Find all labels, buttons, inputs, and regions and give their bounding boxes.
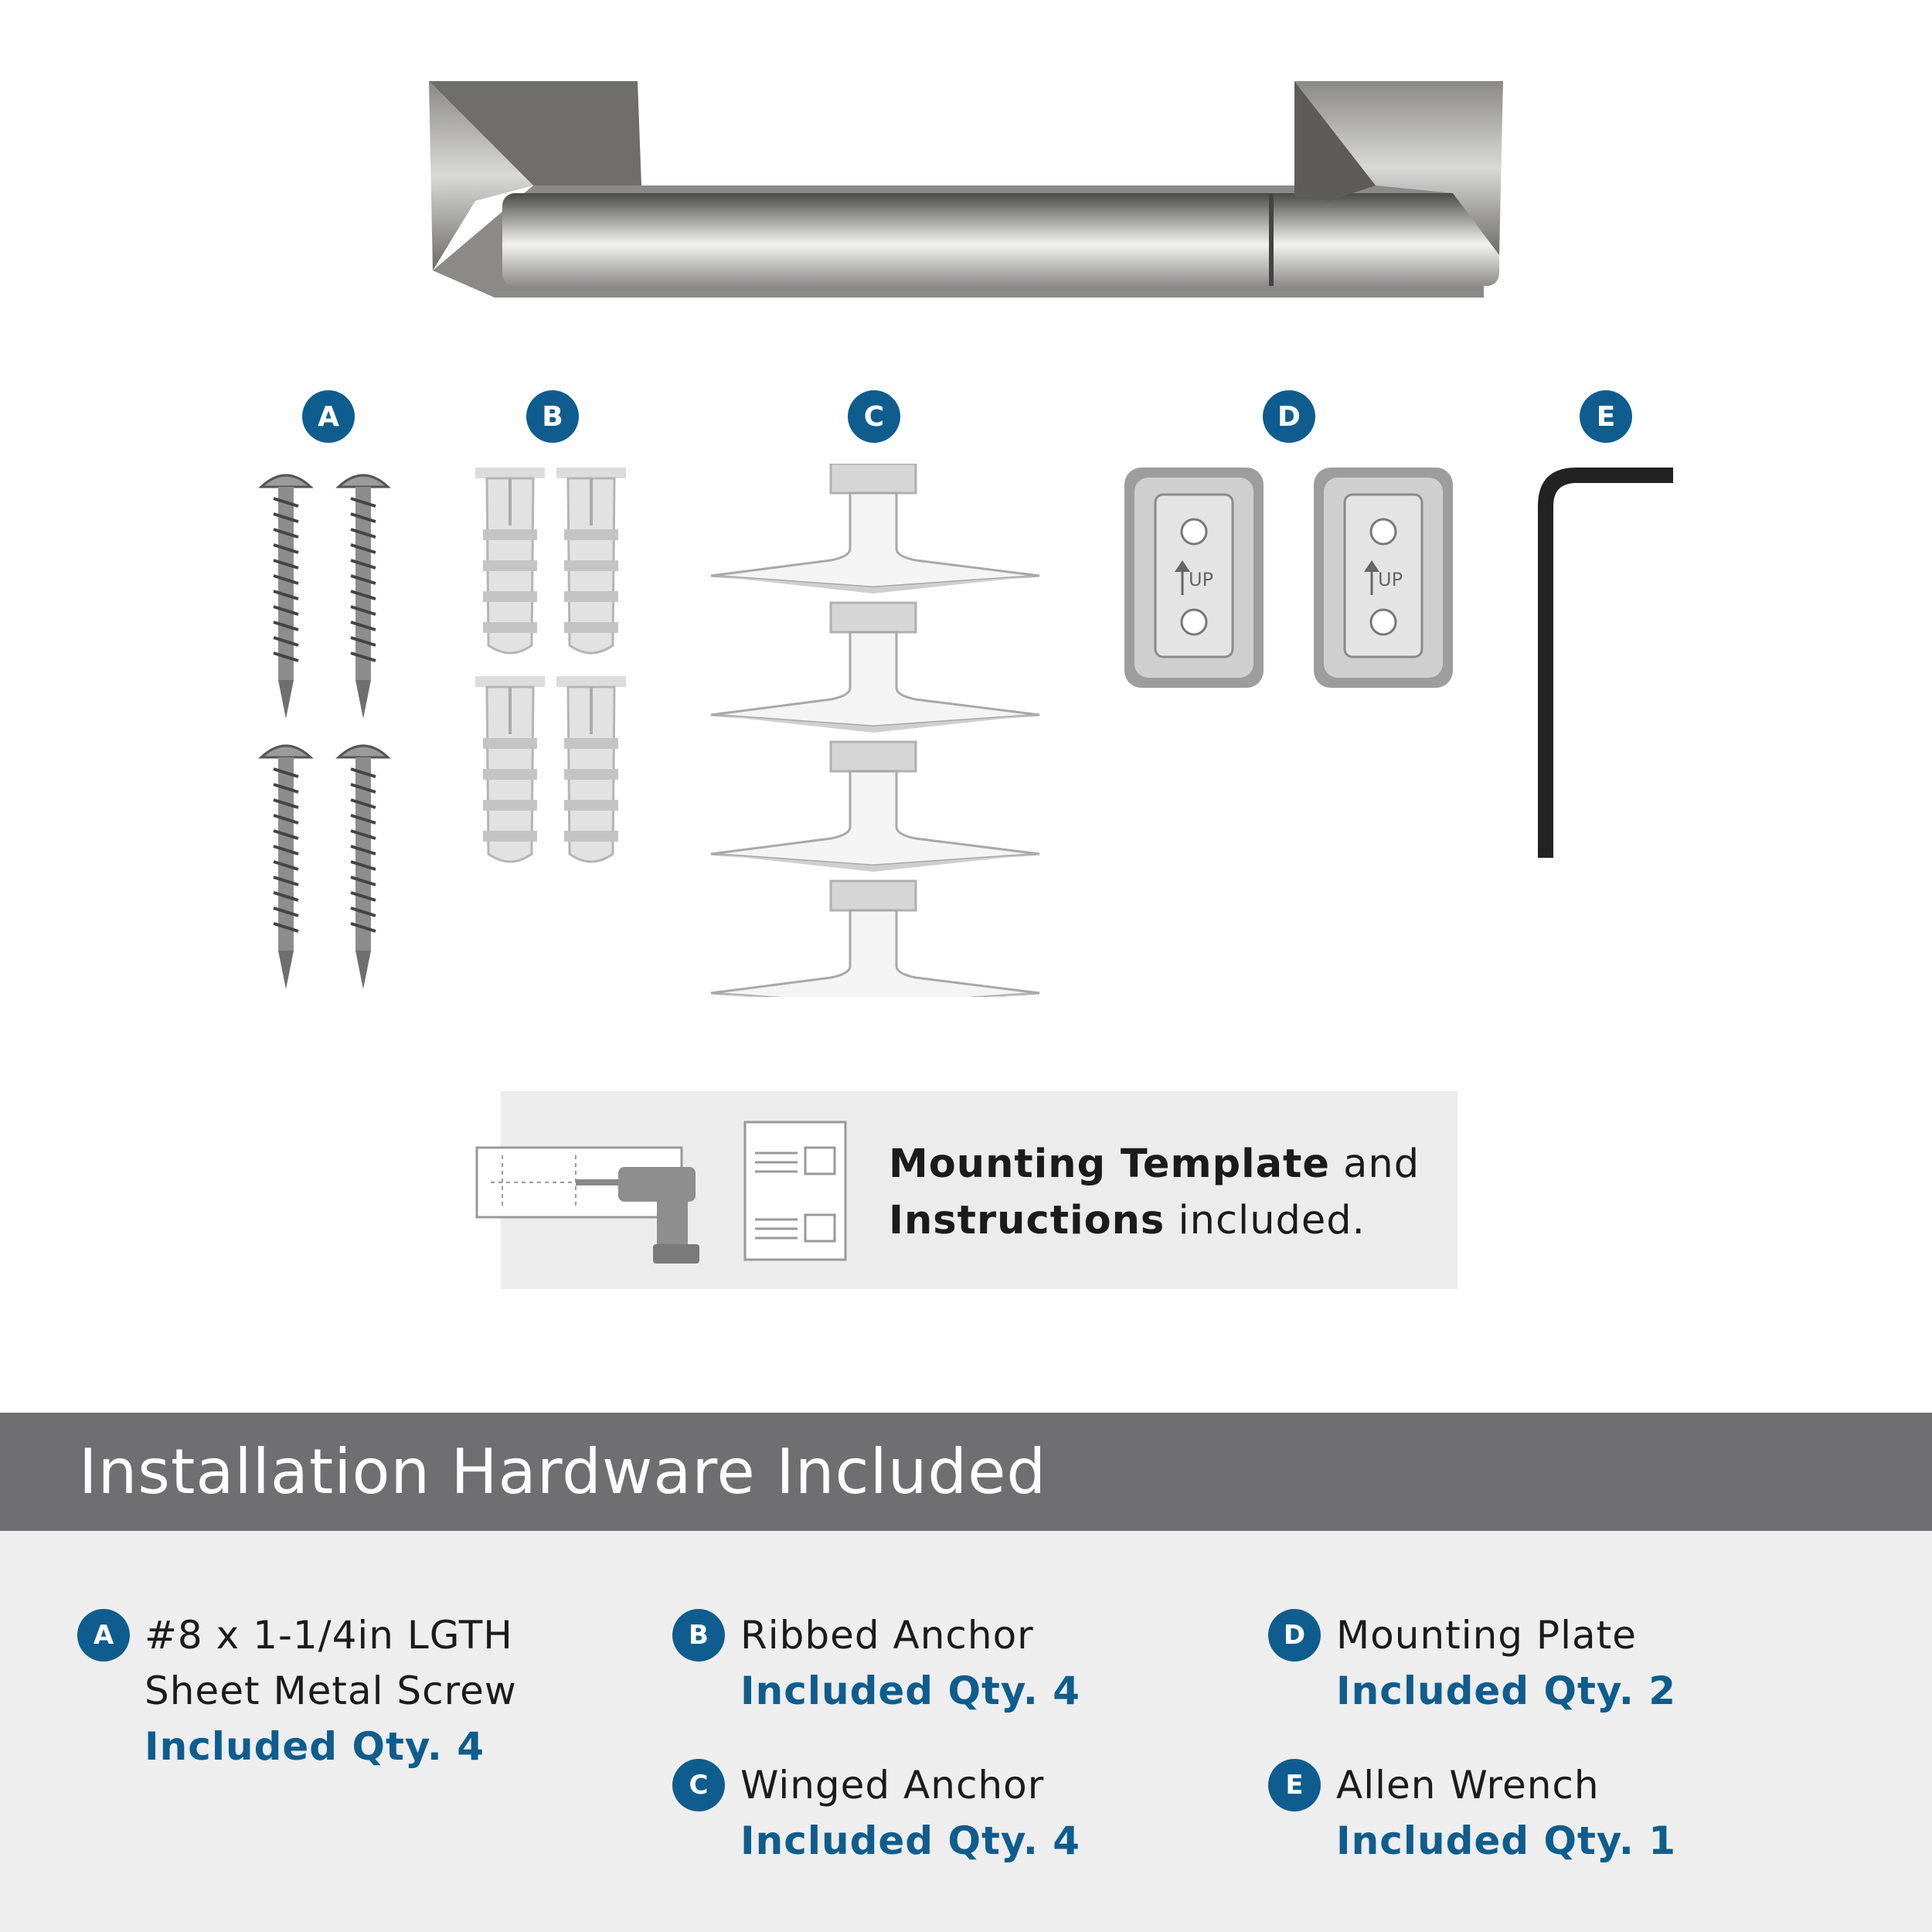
item-a-line1: #8 x 1-1/4in LGTH (145, 1613, 513, 1658)
section-title: Installation Hardware Included (79, 1436, 1047, 1508)
template-note-bold2: Instructions (889, 1198, 1165, 1243)
item-b (740, 1607, 1080, 1719)
item-e (1336, 1757, 1676, 1869)
item-badge-a: A (77, 1609, 130, 1662)
plate-up-label: UP (1189, 569, 1214, 590)
item-a-qty: Included Qty. 4 (145, 1724, 485, 1769)
part-badge-d: D (1263, 390, 1315, 443)
item-d-line1: Mounting Plate (1336, 1613, 1637, 1658)
item-e-qty: Included Qty. 1 (1336, 1818, 1677, 1863)
item-b-line1: Ribbed Anchor (740, 1613, 1034, 1658)
mounting-plates-illustration (1121, 464, 1461, 696)
item-d-qty: Included Qty. 2 (1336, 1668, 1677, 1713)
item-b-qty: Included Qty. 4 (740, 1668, 1081, 1713)
template-note-rest1: and (1329, 1141, 1420, 1187)
item-a (145, 1607, 517, 1774)
item-a-line2: Sheet Metal Screw (145, 1668, 517, 1713)
drill-template-icon (475, 1121, 715, 1267)
part-badge-c: C (848, 390, 900, 443)
part-badge-a: A (302, 390, 355, 443)
product-holder-illustration (417, 70, 1515, 301)
ribbed-anchors-illustration (471, 468, 634, 869)
item-badge-d: D (1268, 1609, 1321, 1662)
instructions-document-icon (743, 1121, 847, 1261)
item-badge-e: E (1268, 1759, 1321, 1811)
item-badge-b: B (672, 1609, 725, 1662)
template-note-bold1: Mounting Template (889, 1141, 1330, 1187)
item-e-line1: Allen Wrench (1336, 1763, 1600, 1808)
part-badge-e: E (1580, 390, 1632, 443)
item-c-line1: Winged Anchor (740, 1763, 1045, 1808)
winged-anchors-illustration (707, 464, 1047, 997)
template-note-rest2: included. (1165, 1198, 1366, 1243)
item-c (740, 1757, 1080, 1869)
screws-illustration (255, 464, 410, 997)
item-d (1336, 1607, 1676, 1719)
allen-wrench-illustration (1534, 464, 1681, 866)
part-badge-b: B (526, 390, 579, 443)
item-badge-c: C (672, 1759, 725, 1811)
template-note-text (889, 1136, 1420, 1249)
item-c-qty: Included Qty. 4 (740, 1818, 1081, 1863)
